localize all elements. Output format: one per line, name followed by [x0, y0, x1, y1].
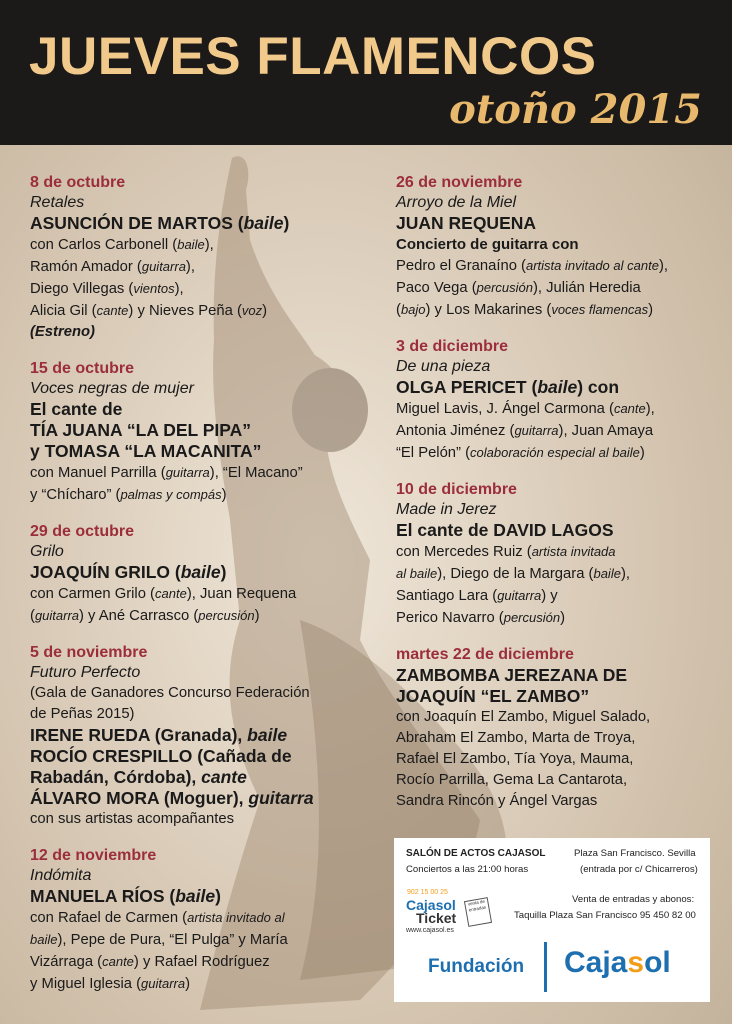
- event-headline: El cante de: [30, 399, 123, 419]
- event-headline: [30, 213, 360, 234]
- event-line: Antonia Jiménez (guitarra), Juan Amaya: [396, 423, 654, 439]
- event-12-noviembre: [30, 845, 360, 995]
- event-line: Rocío Parrilla, Gema La Cantarota,: [396, 772, 628, 788]
- headline-text: ): [283, 213, 290, 233]
- event-line: Rafael El Zambo, Tía Yoya, Mauma,: [396, 751, 634, 767]
- event-show: Arroyo de la Miel: [396, 194, 517, 211]
- event-note: (Gala de Ganadores Concurso Federación: [30, 685, 310, 701]
- event-5-noviembre: [30, 642, 360, 830]
- venue-info-box: [394, 838, 710, 1002]
- event-headline: El cante de DAVID LAGOS: [396, 520, 614, 540]
- event-line: con Carmen Grilo (cante), Juan Requena: [30, 586, 297, 602]
- event-line: con Mercedes Ruiz (artista invitada: [396, 544, 616, 560]
- event-29-octubre: [30, 521, 360, 627]
- ticket-url: www.cajasol.es: [406, 927, 454, 934]
- event-line: con Manuel Parrilla (guitarra), “El Macano”: [30, 465, 303, 481]
- event-line: con Carlos Carbonell (baile),: [30, 237, 214, 253]
- event-date: 10 de diciembre: [396, 481, 517, 498]
- premiere-note: (Estreno): [30, 324, 95, 340]
- event-headline: y TOMASA “LA MACANITA”: [30, 441, 262, 461]
- events-right-column: [396, 172, 716, 827]
- event-line: Alicia Gil (cante) y Nieves Peña (voz): [30, 303, 268, 319]
- logo-separator: [544, 942, 547, 992]
- event-26-noviembre: [396, 172, 716, 321]
- ticket-phone: 902 15 00 25: [407, 889, 448, 896]
- ticket-stamp: venta de entradas: [464, 897, 492, 927]
- event-line: al baile), Diego de la Margara (baile),: [396, 566, 630, 582]
- event-show: Grilo: [30, 543, 64, 560]
- event-show: Voces negras de mujer: [30, 380, 194, 397]
- event-line: Ramón Amador (guitarra),: [30, 259, 195, 275]
- event-10-diciembre: [396, 479, 716, 629]
- event-line: Paco Vega (percusión), Julián Heredia: [396, 280, 641, 296]
- headline-role: baile: [243, 213, 284, 233]
- event-line: Diego Villegas (vientos),: [30, 281, 184, 297]
- event-date: 12 de noviembre: [30, 847, 157, 864]
- event-date: 3 de diciembre: [396, 338, 509, 355]
- event-show: Futuro Perfecto: [30, 664, 141, 681]
- event-line: “El Pelón” (colaboración especial al baile): [396, 445, 645, 461]
- event-headline: MANUELA RÍOS (baile): [30, 886, 221, 906]
- event-performer: ÁLVARO MORA (Moguer), guitarra: [30, 788, 314, 808]
- event-headline: JOAQUÍN “EL ZAMBO”: [396, 686, 590, 706]
- event-date: 5 de noviembre: [30, 644, 148, 661]
- page-subtitle: otoño 2015: [449, 86, 702, 133]
- event-note: de Peñas 2015): [30, 706, 135, 722]
- event-line: (guitarra) y Ané Carrasco (percusión): [30, 608, 260, 624]
- event-headline: JOAQUÍN GRILO (baile): [30, 562, 227, 582]
- venue-address: Plaza San Francisco. Sevilla: [574, 848, 696, 859]
- event-line: con sus artistas acompañantes: [30, 811, 234, 827]
- venue-entrance: (entrada por c/ Chicarreros): [580, 864, 698, 875]
- event-8-octubre: [30, 172, 360, 343]
- event-22-diciembre: [396, 644, 716, 812]
- event-date: 8 de octubre: [30, 174, 126, 191]
- event-show: Made in Jerez: [396, 501, 497, 518]
- event-headline: OLGA PERICET (baile) con: [396, 377, 620, 397]
- event-line: y “Chícharo” (palmas y compás): [30, 487, 227, 503]
- event-headline: JUAN REQUENA: [396, 213, 537, 233]
- event-show: De una pieza: [396, 358, 491, 375]
- event-headline: ZAMBOMBA JEREZANA DE: [396, 665, 628, 685]
- event-line: Perico Navarro (percusión): [396, 610, 566, 626]
- event-line: Sandra Rincón y Ángel Vargas: [396, 793, 598, 809]
- event-headline: TÍA JUANA “LA DEL PIPA”: [30, 420, 252, 440]
- event-line: baile), Pepe de Pura, “El Pulga” y María: [30, 932, 288, 948]
- event-date: martes 22 de diciembre: [396, 646, 574, 663]
- event-line: Pedro el Granaíno (artista invitado al cante),: [396, 258, 668, 274]
- header-banner: [0, 0, 732, 145]
- event-show: Indómita: [30, 867, 92, 884]
- event-line: (bajo) y Los Makarines (voces flamencas): [396, 302, 654, 318]
- event-line: y Miguel Iglesia (guitarra): [30, 976, 191, 992]
- event-subheadline: Concierto de guitarra con: [396, 236, 579, 253]
- tickets-label: Venta de entradas y abonos:: [572, 894, 695, 905]
- event-15-octubre: [30, 358, 360, 506]
- event-performer: Rabadán, Córdoba), cante: [30, 767, 247, 787]
- event-line: Vizárraga (cante) y Rafael Rodríguez: [30, 954, 270, 970]
- event-date: 26 de noviembre: [396, 174, 523, 191]
- tickets-office: Taquilla Plaza San Francisco 95 450 82 00: [514, 910, 696, 921]
- event-line: con Rafael de Carmen (artista invitado al: [30, 910, 285, 926]
- event-line: con Joaquín El Zambo, Miguel Salado,: [396, 709, 651, 725]
- event-line: Miguel Lavis, J. Ángel Carmona (cante),: [396, 401, 655, 417]
- events-left-column: [30, 172, 360, 1010]
- cajasol-logo: Cajasol: [564, 946, 671, 979]
- ticket-brand: Ticket: [416, 910, 457, 926]
- venue-name: SALÓN DE ACTOS CAJASOL: [406, 848, 546, 859]
- fundacion-label: Fundación: [428, 956, 525, 977]
- page-title: JUEVES FLAMENCOS: [29, 27, 597, 86]
- event-date: 29 de octubre: [30, 523, 135, 540]
- event-3-diciembre: [396, 336, 716, 464]
- event-line: Santiago Lara (guitarra) y: [396, 588, 558, 604]
- event-line: Abraham El Zambo, Marta de Troya,: [396, 730, 636, 746]
- concert-time: Conciertos a las 21:00 horas: [406, 864, 529, 875]
- event-performer: ROCÍO CRESPILLO (Cañada de: [30, 746, 292, 766]
- event-date: 15 de octubre: [30, 360, 135, 377]
- ticket-brand: Cajasol: [406, 897, 456, 913]
- headline-text: ASUNCIÓN DE MARTOS (: [30, 213, 244, 233]
- event-show: Retales: [30, 194, 85, 211]
- event-performer: IRENE RUEDA (Granada), baile: [30, 725, 288, 745]
- cajasol-ticket-logo: [402, 889, 492, 935]
